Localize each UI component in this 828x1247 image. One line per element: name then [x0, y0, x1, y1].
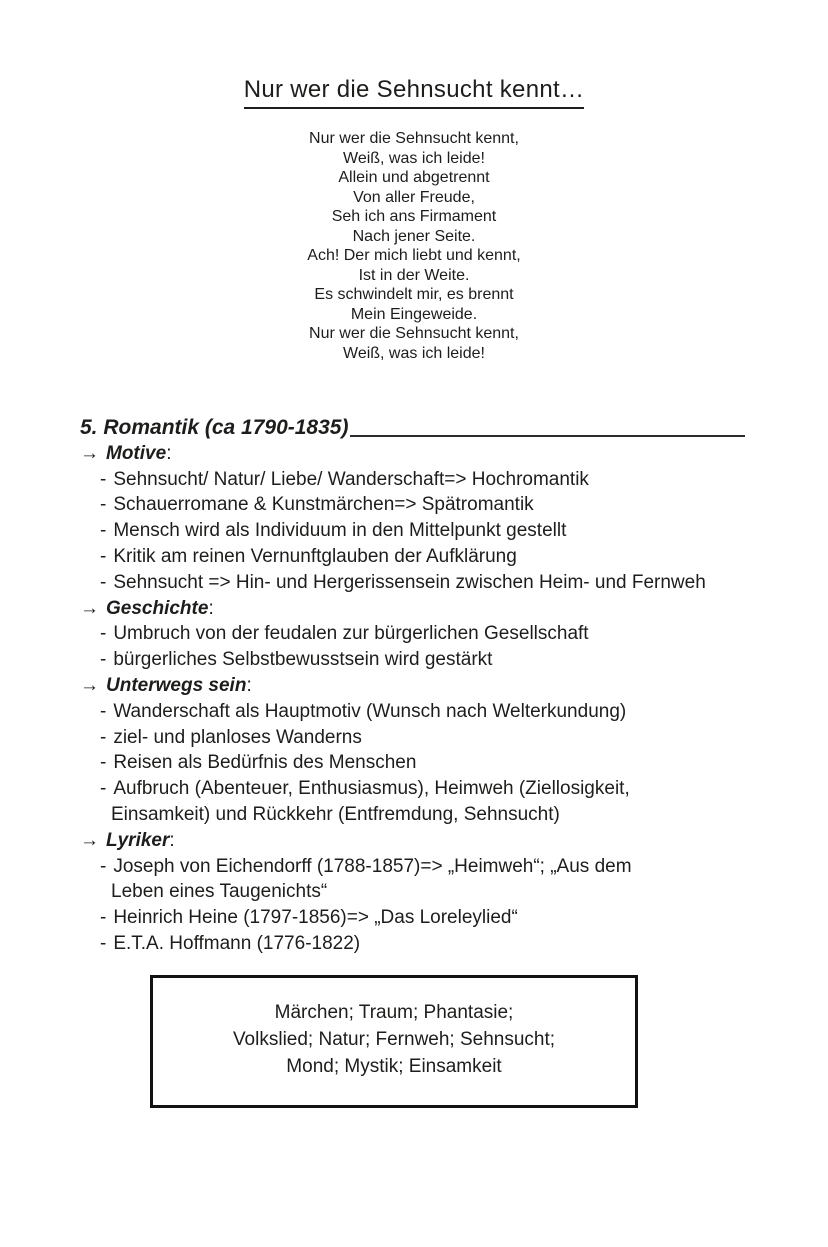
notes-section: [80, 415, 745, 957]
list-item: [80, 621, 745, 647]
item-text: Aufbruch (Abenteuer, Enthusiasmus), Heimweh (Ziellosigkeit,: [113, 778, 630, 800]
poem-line: Von aller Freude,: [353, 188, 475, 206]
list-item: [80, 699, 745, 725]
poem-line: Nur wer die Sehnsucht kennt,: [309, 325, 519, 342]
item-text: Mensch wird als Individuum in den Mittelpunkt gestellt: [113, 520, 567, 542]
group-label: Unterwegs sein: [106, 674, 247, 696]
keyword-line: Volkslied; Natur; Fernweh; Sehnsucht;: [232, 1028, 556, 1050]
dash-bullet: -: [100, 778, 107, 800]
item-text: E.T.A. Hoffmann (1776-1822): [113, 932, 361, 954]
item-text: Reisen als Bedürfnis des Menschen: [113, 752, 417, 774]
title-row: [0, 76, 828, 104]
dash-bullet: -: [100, 649, 107, 671]
list-item: [80, 776, 745, 802]
section-heading: [80, 415, 745, 441]
poem-line: Nach jener Seite.: [352, 227, 476, 245]
item-text: Heinrich Heine (1797-1856)=> „Das Loreleylied“: [113, 907, 518, 929]
arrow-bullet-icon: →: [80, 674, 99, 696]
arrow-bullet-icon: →: [80, 829, 99, 851]
item-text: Joseph von Eichendorff (1788-1857)=> „Heimweh“; „Aus dem: [113, 855, 632, 877]
poem-line: Allein und abgetrennt: [338, 169, 490, 186]
poem-line: Ist in der Weite.: [358, 266, 470, 284]
arrow-bullet-icon: →: [80, 442, 99, 464]
dash-bullet: -: [100, 520, 107, 542]
item-text: Kritik am reinen Vernunftglauben der Aufklärung: [113, 545, 517, 567]
dash-bullet: -: [100, 571, 107, 593]
dash-bullet: -: [100, 468, 107, 490]
group-colon: :: [166, 442, 172, 464]
group-header-unterwegs-sein: [80, 673, 745, 699]
list-item: [80, 570, 745, 596]
item-text: Umbruch von der feudalen zur bürgerlichen Gesellschaft: [113, 623, 589, 645]
dash-bullet: -: [100, 855, 107, 877]
group-colon: :: [246, 674, 252, 696]
dash-bullet: -: [100, 545, 107, 567]
poem-line: Nur wer die Sehnsucht kennt,: [309, 130, 519, 147]
poem-line: Weiß, was ich leide!: [343, 344, 485, 362]
list-item: [80, 931, 745, 957]
keyword-line: Mond; Mystik; Einsamkeit: [286, 1055, 502, 1077]
list-item-continuation: [80, 802, 745, 828]
dash-bullet: -: [100, 907, 107, 929]
dash-bullet: -: [100, 726, 107, 748]
keywords-box: [150, 975, 638, 1108]
list-item: [80, 647, 745, 673]
poem: [0, 129, 828, 363]
item-text: ziel- und planloses Wanderns: [113, 726, 362, 748]
item-text: Sehnsucht/ Natur/ Liebe/ Wanderschaft=> Hochromantik: [113, 468, 589, 490]
dash-bullet: -: [100, 932, 107, 954]
poem-line: Weiß, was ich leide!: [343, 149, 485, 167]
list-item: [80, 905, 745, 931]
list-item: [80, 492, 745, 518]
dash-bullet: -: [100, 752, 107, 774]
list-item: [80, 725, 745, 751]
list-item: [80, 544, 745, 570]
dash-bullet: -: [100, 494, 107, 516]
dash-bullet: -: [100, 700, 107, 722]
item-text: Einsamkeit) und Rückkehr (Entfremdung, Sehnsucht): [111, 803, 560, 825]
group-header-motive: [80, 441, 745, 467]
list-item: [80, 750, 745, 776]
item-text: Sehnsucht => Hin- und Hergerissensein zwischen Heim- und Fernweh: [113, 571, 706, 593]
keyword-line: Märchen; Traum; Phantasie;: [274, 1001, 514, 1023]
group-label: Motive: [106, 442, 167, 464]
item-text: bürgerliches Selbstbewusstsein wird gestärkt: [113, 649, 493, 671]
page-title: Nur wer die Sehnsucht kennt…: [244, 76, 585, 109]
arrow-bullet-icon: →: [80, 597, 99, 619]
list-item: [80, 467, 745, 493]
group-label: Lyriker: [106, 829, 170, 851]
item-text: Schauerromane & Kunstmärchen=> Spätromantik: [113, 494, 534, 516]
poem-line: Es schwindelt mir, es brennt: [314, 286, 514, 303]
section-heading-text: 5. Romantik (ca 1790-1835): [80, 416, 349, 439]
list-item: [80, 854, 745, 880]
group-colon: :: [169, 829, 175, 851]
group-header-geschichte: [80, 596, 745, 622]
item-text: Wanderschaft als Hauptmotiv (Wunsch nach Welterkundung): [113, 700, 627, 722]
dash-bullet: -: [100, 623, 107, 645]
list-item-continuation: [80, 879, 745, 905]
list-item: [80, 518, 745, 544]
group-colon: :: [208, 597, 214, 619]
group-label: Geschichte: [106, 597, 209, 619]
group-header-lyriker: [80, 828, 745, 854]
item-text: Leben eines Taugenichts“: [111, 881, 328, 903]
heading-rule: [350, 435, 745, 437]
poem-line: Ach! Der mich liebt und kennt,: [307, 247, 521, 264]
poem-line: Seh ich ans Firmament: [331, 208, 497, 225]
poem-line: Mein Eingeweide.: [350, 305, 478, 323]
